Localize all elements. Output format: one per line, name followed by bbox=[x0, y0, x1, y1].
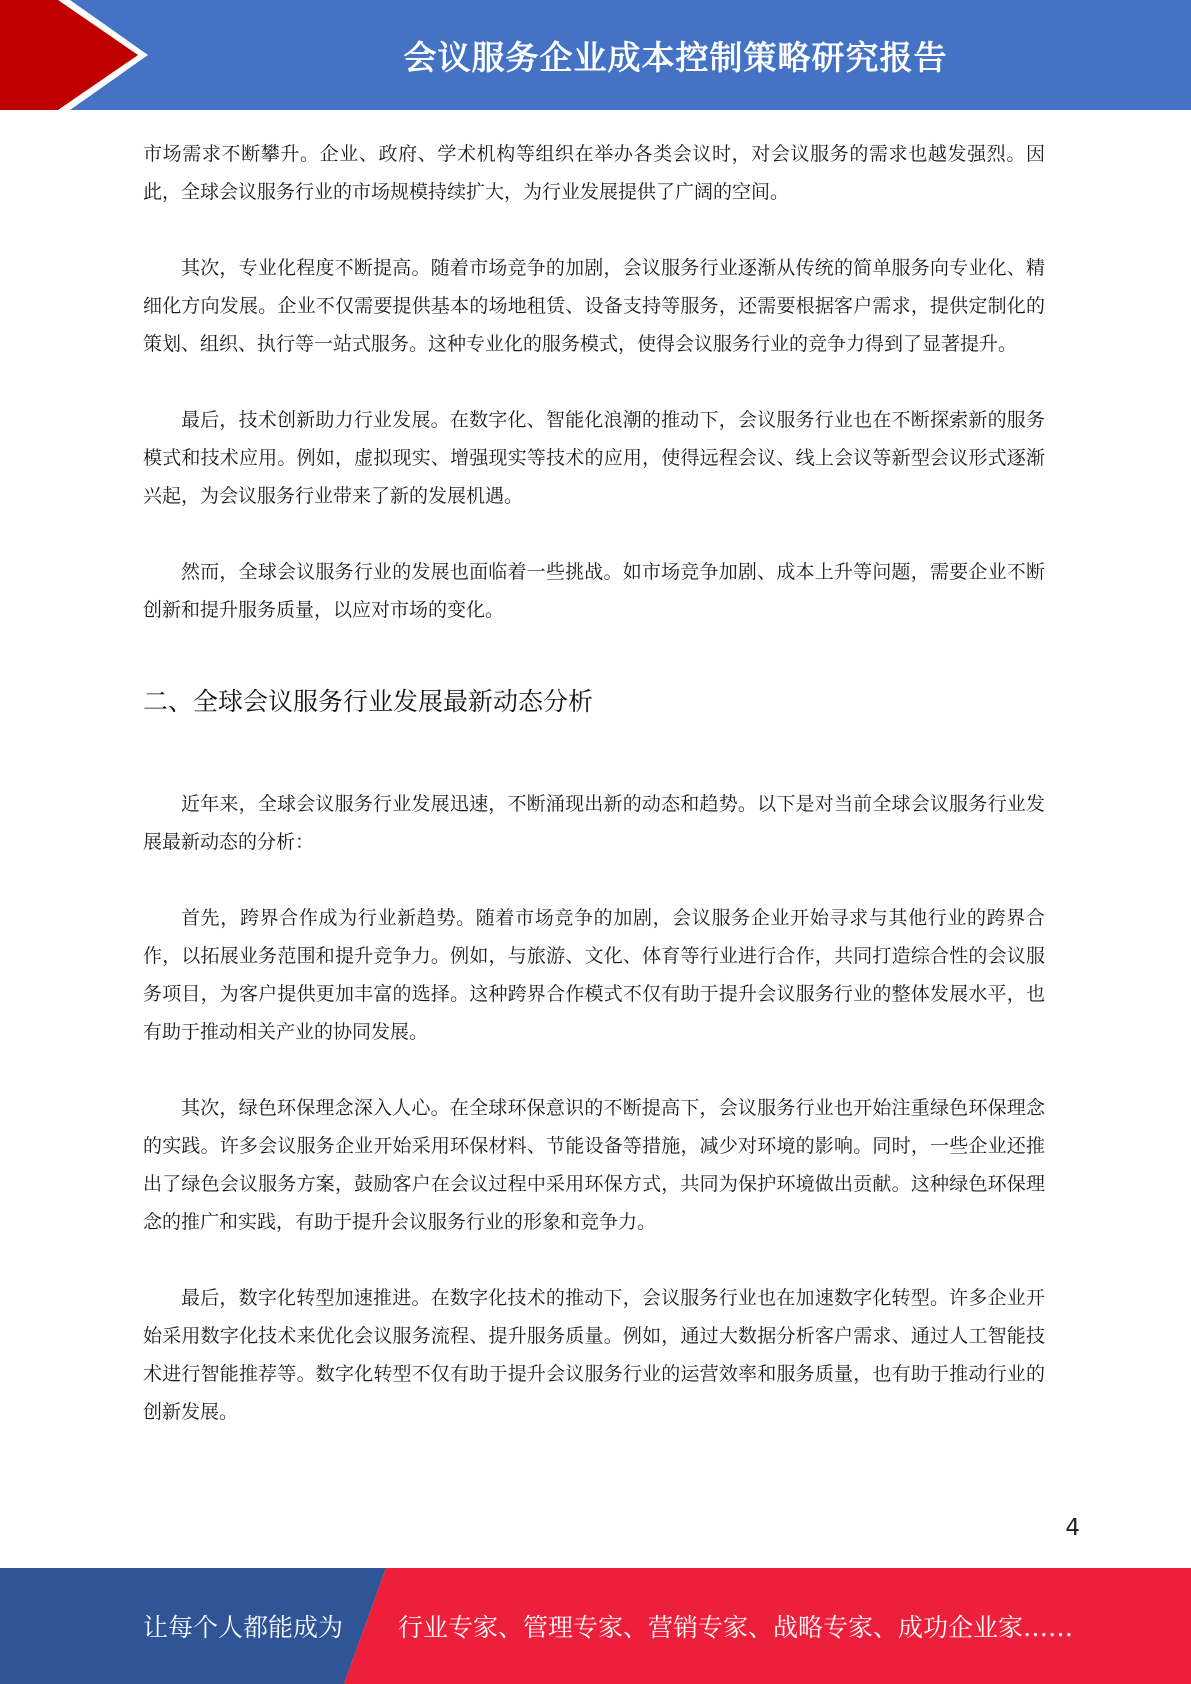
paragraph: 近年来，全球会议服务行业发展迅速，不断涌现出新的动态和趋势。以下是对当前全球会议服务行业发展最新动态的分析： bbox=[143, 793, 1045, 853]
report-title: 会议服务企业成本控制策略研究报告 bbox=[403, 37, 948, 77]
header-arrow-decoration bbox=[0, 0, 160, 110]
paragraph: 其次，专业化程度不断提高。随着市场竞争的加剧，会议服务行业逐渐从传统的简单服务向专业化、精细化方向发展。企业不仅需要提供基本的场地租赁、设备支持等服务，还需要根据客户需求，提供定制化的策划、组织、执行等一站式服务。这种专业化的服务模式，使得会议服务行业的竞争力得到了显著提升。 bbox=[143, 257, 1045, 355]
page-footer bbox=[0, 1568, 1191, 1684]
page-header bbox=[0, 0, 1191, 110]
document-body bbox=[143, 135, 1045, 1431]
paragraph: 最后，数字化转型加速推进。在数字化技术的推动下，会议服务行业也在加速数字化转型。许多企业开始采用数字化技术来优化会议服务流程、提升服务质量。例如，通过大数据分析客户需求、通过人工智能技术进行智能推荐等。数字化转型不仅有助于提升会议服务行业的运营效率和服务质量，也有助于推动行业的创新发展。 bbox=[143, 1287, 1045, 1423]
footer-slogan-left: 让每个人都能成为 bbox=[143, 1613, 344, 1642]
paragraph: 然而，全球会议服务行业的发展也面临着一些挑战。如市场竞争加剧、成本上升等问题，需要企业不断创新和提升服务质量，以应对市场的变化。 bbox=[143, 561, 1045, 621]
paragraph: 市场需求不断攀升。企业、政府、学术机构等组织在举办各类会议时，对会议服务的需求也越发强烈。因此，全球会议服务行业的市场规模持续扩大，为行业发展提供了广阔的空间。 bbox=[143, 143, 1045, 203]
footer-slogan-right: 行业专家、管理专家、营销专家、战略专家、成功企业家…… bbox=[398, 1613, 1074, 1642]
section-heading: 二、全球会议服务行业发展最新动态分析 bbox=[143, 687, 594, 716]
page-number: 4 bbox=[1065, 1515, 1080, 1541]
paragraph: 其次，绿色环保理念深入人心。在全球环保意识的不断提高下，会议服务行业也开始注重绿色环保理念的实践。许多会议服务企业开始采用环保材料、节能设备等措施，减少对环境的影响。同时，一些企业还推出了绿色会议服务方案，鼓励客户在会议过程中采用环保方式，共同为保护环境做出贡献。这种绿色环保理念的推广和实践，有助于提升会议服务行业的形象和竞争力。 bbox=[143, 1097, 1045, 1233]
paragraph: 首先，跨界合作成为行业新趋势。随着市场竞争的加剧，会议服务企业开始寻求与其他行业的跨界合作，以拓展业务范围和提升竞争力。例如，与旅游、文化、体育等行业进行合作，共同打造综合性的会议服务项目，为客户提供更加丰富的选择。这种跨界合作模式不仅有助于提升会议服务行业的整体发展水平，也有助于推动相关产业的协同发展。 bbox=[143, 907, 1045, 1043]
paragraph: 最后，技术创新助力行业发展。在数字化、智能化浪潮的推动下，会议服务行业也在不断探索新的服务模式和技术应用。例如，虚拟现实、增强现实等技术的应用，使得远程会议、线上会议等新型会议形式逐渐兴起，为会议服务行业带来了新的发展机遇。 bbox=[143, 409, 1045, 507]
